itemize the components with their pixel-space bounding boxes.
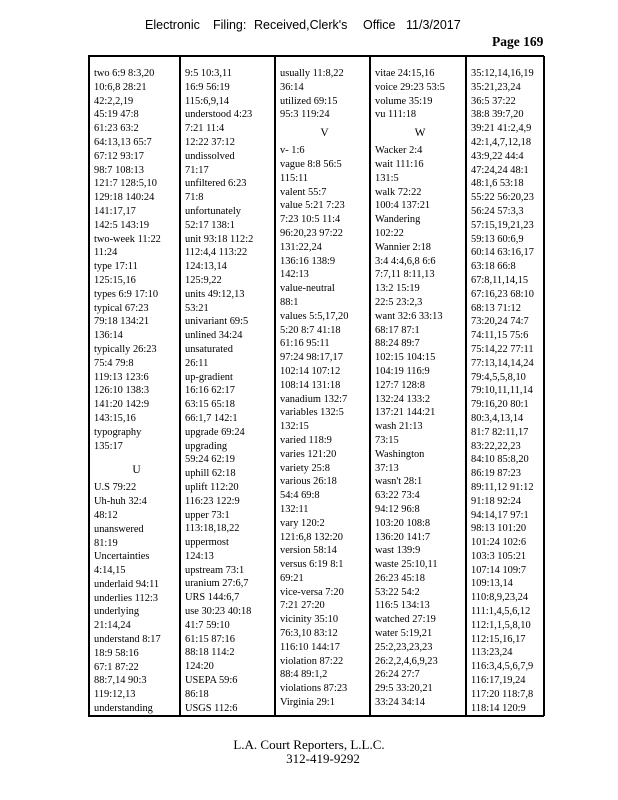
index-entry-line: 71:17 <box>185 164 209 176</box>
index-entry-line: USGS 112:6 <box>185 702 238 714</box>
index-entry-line: 7:23 10:5 11:4 <box>280 214 341 226</box>
index-entry-line: two 6:9 8:3,20 <box>94 68 155 79</box>
index-entry-line: 124:20 <box>185 661 214 673</box>
index-entry-line: vague 8:8 56:5 <box>280 158 342 170</box>
index-entry-line: 55:22 56:20,23 <box>471 192 534 204</box>
index-entry-line: 116:17,19,24 <box>471 675 526 687</box>
index-entry-line: 116:23 122:9 <box>185 495 240 507</box>
index-entry-line: upgrade 69:24 <box>185 426 245 438</box>
index-entry-line: 88:18 114:2 <box>185 647 235 659</box>
index-entry-line: upgrading <box>185 440 228 452</box>
index-entry-line: vitae 24:15,16 <box>375 68 435 79</box>
index-entry-line: 73:15 <box>375 434 399 446</box>
index-entry-line: 10:6,8 28:21 <box>94 81 147 93</box>
index-entry-line: 143:15,16 <box>94 412 136 424</box>
index-entry-line: 141:17,17 <box>94 205 136 217</box>
index-entry-line: 35:21,23,24 <box>471 81 521 93</box>
index-entry-line: versus 6:19 8:1 <box>280 559 344 571</box>
header-filing: Filing: <box>213 18 247 32</box>
index-entry-line: varies 121:20 <box>280 448 337 460</box>
index-entry-line: 25:2,23,23,23 <box>375 641 433 653</box>
index-entry-line: water 5:19,21 <box>375 628 433 640</box>
index-entry-line: 41:7 59:10 <box>185 619 230 631</box>
index-entry-line: 116:10 144:17 <box>280 641 340 653</box>
index-entry-line: uranium 27:6,7 <box>185 578 249 590</box>
index-entry-line: univariant 69:5 <box>185 316 249 328</box>
index-entry-line: variety 25:8 <box>280 462 330 474</box>
index-entry-line: 4:14,15 <box>94 565 126 577</box>
index-entry-line: 132:11 <box>280 503 309 515</box>
index-entry-line: 95:3 119:24 <box>280 109 330 121</box>
index-entry-line: 3:4 4:4,6,8 6:6 <box>375 255 436 267</box>
index-entry-line: unanswered <box>94 523 144 535</box>
index-entry-line: upper 73:1 <box>185 509 230 521</box>
index-entry-line: 12:22 37:12 <box>185 136 235 148</box>
index-entry-line: 48:1,6 53:18 <box>471 178 524 190</box>
index-entry-line: 7:21 27:20 <box>280 600 325 612</box>
index-entry-line: typical 67:23 <box>94 302 149 314</box>
header-date: 11/3/2017 <box>406 18 461 32</box>
index-entry-line: unlined 34:24 <box>185 330 243 342</box>
header-office: Office <box>363 18 396 32</box>
index-entry-line: 80:3,4,13,14 <box>471 412 524 424</box>
index-entry-line: 124:13,14 <box>185 261 227 273</box>
index-entry-line: 75:4 79:8 <box>94 357 134 369</box>
index-entry-line: 43:9,22 44:4 <box>471 150 524 162</box>
index-entry-line: 52:17 138:1 <box>185 219 235 231</box>
index-entry-line: 79:16,20 80:1 <box>471 399 529 411</box>
index-entry-line: 68:17 87:1 <box>375 324 420 336</box>
index-entry-line: 42:2,2,19 <box>94 95 134 107</box>
index-entry-line: 86:19 87:23 <box>471 468 521 480</box>
index-entry-line: URS 144:6,7 <box>185 592 240 604</box>
index-entry-line: 97:24 98:17,17 <box>280 352 343 364</box>
index-entry-line: uphill 62:18 <box>185 468 236 480</box>
index-entry-line: 26:23 45:18 <box>375 572 425 584</box>
header-electronic: Electronic <box>145 18 200 32</box>
index-entry-line: 132:24 133:2 <box>375 393 431 405</box>
index-entry-line: 33:24 34:14 <box>375 697 425 709</box>
index-entry-line: violation 87:22 <box>280 655 344 667</box>
index-entry-line: 7:7,11 8:11,13 <box>375 269 435 281</box>
index-entry-line: 112:15,16,17 <box>471 633 526 645</box>
index-entry-line: 126:10 138:3 <box>94 385 150 397</box>
index-entry-line: 79:18 134:21 <box>94 316 150 328</box>
index-entry-line: 79:4,5,5,8,10 <box>471 371 526 383</box>
index-entry-line: vanadium 132:7 <box>280 393 348 405</box>
index-entry-line: underlaid 94:11 <box>94 578 160 590</box>
index-entry-line: want 32:6 33:13 <box>375 310 443 322</box>
index-entry-line: v- 1:6 <box>280 145 305 157</box>
index-entry-line: 113:23,24 <box>471 647 513 659</box>
index-entry-line: Wacker 2:4 <box>375 145 423 157</box>
footer-company: L.A. Court Reporters, L.L.C. <box>233 737 385 752</box>
index-entry-line: 110:8,9,23,24 <box>471 592 529 604</box>
index-entry-line: upstream 73:1 <box>185 564 245 576</box>
index-entry-line: 26:11 <box>185 357 209 369</box>
index-entry-line: 121:7 128:5,10 <box>94 178 157 190</box>
index-entry-line: 88:4 89:1,2 <box>280 669 328 681</box>
index-entry-line: wash 21:13 <box>375 421 423 433</box>
index-entry-line: 141:20 142:9 <box>94 399 150 411</box>
index-entry-line: 77:13,14,14,24 <box>471 357 534 369</box>
index-column-2 <box>180 56 275 716</box>
index-entry-line: 109:13,14 <box>471 578 513 590</box>
index-entry-line: 103:20 108:8 <box>375 517 431 529</box>
index-entry-line: 137:21 144:21 <box>375 407 436 419</box>
index-entry-line: uplift 112:20 <box>185 481 239 493</box>
index-entry-line: up-gradient <box>185 371 233 383</box>
index-entry-line: value-neutral <box>280 283 335 295</box>
index-entry-line: 47:24,24 48:1 <box>471 164 529 176</box>
index-entry-line: understood 4:23 <box>185 109 253 121</box>
index-entry-line: 53:21 <box>185 302 209 314</box>
index-entry-line: 61:16 95:11 <box>280 338 330 350</box>
index-column-4 <box>370 56 466 716</box>
index-entry-line: type 17:11 <box>94 261 138 273</box>
index-entry-line: 135:17 <box>94 440 123 452</box>
index-entry-line: typography <box>94 426 142 438</box>
index-entry-line: variables 132:5 <box>280 407 344 419</box>
index-entry-line: 45:19 47:8 <box>94 109 139 121</box>
index-entry-line: two-week 11:22 <box>94 233 161 245</box>
index-entry-line: 35:12,14,16,19 <box>471 68 534 79</box>
index-entry-line: 22:5 23:2,3 <box>375 296 423 308</box>
index-entry-line: 115:11 <box>280 172 309 184</box>
index-entry-line: 136:14 <box>94 330 123 342</box>
index-entry-line: voice 29:23 53:5 <box>375 81 445 93</box>
index-entry-line: 39:21 41:2,4,9 <box>471 123 532 135</box>
index-entry-line: 81:7 82:11,17 <box>471 426 529 438</box>
index-entry-line: wast 139:9 <box>375 545 421 557</box>
index-entry-line: 116:3,4,5,6,7,9 <box>471 661 534 673</box>
index-entry-line: wait 111:16 <box>375 158 424 170</box>
index-entry-line: understanding <box>94 703 153 715</box>
index-entry-line: U.S 79:22 <box>94 482 137 494</box>
index-entry-line: 100:4 137:21 <box>375 200 431 212</box>
index-entry-line: 67:16,23 68:10 <box>471 288 534 300</box>
index-entry-line: 76:3,10 83:12 <box>280 628 338 640</box>
index-entry-line: 102:14 107:12 <box>280 365 341 377</box>
index-entry-line: 102:22 <box>375 227 404 239</box>
index-entry-line: 63:18 66:8 <box>471 261 516 273</box>
index-entry-line: 118:14 120:9 <box>471 702 526 714</box>
index-entry-line: 132:15 <box>280 421 309 433</box>
index-entry-line: 38:8 39:7,20 <box>471 109 524 121</box>
index-entry-line: wasn't 28:1 <box>375 476 423 488</box>
index-entry-line: 67:1 87:22 <box>94 661 139 673</box>
index-frame <box>88 55 544 717</box>
index-entry-line: 86:18 <box>185 688 209 700</box>
index-entry-line: unfortunately <box>185 205 241 217</box>
index-entry-line: 124:13 <box>185 550 214 562</box>
index-entry-line: 104:19 116:9 <box>375 365 430 377</box>
index-entry-line: 57:15,19,21,23 <box>471 219 534 231</box>
index-entry-line: 21:14,24 <box>94 620 131 632</box>
index-entry-line: 131:5 <box>375 172 399 184</box>
index-column-1 <box>89 56 180 716</box>
index-entry-line: value 5:21 7:23 <box>280 200 345 212</box>
index-entry-line: 18:9 58:16 <box>94 647 139 659</box>
index-entry-line: 59:13 60:6,9 <box>471 233 524 245</box>
index-entry-line: 111:1,4,5,6,12 <box>471 606 531 618</box>
index-entry-line: 125:9,22 <box>185 274 222 286</box>
index-entry-line: 115:6,9,14 <box>185 95 230 107</box>
index-entry-line: 26:2,2,4,6,9,23 <box>375 655 438 667</box>
index-entry-line: unfiltered 6:23 <box>185 178 247 190</box>
index-entry-line: 61:15 87:16 <box>185 633 235 645</box>
index-entry-line: 63:22 73:4 <box>375 490 420 502</box>
index-entry-line: 88:7,14 90:3 <box>94 675 147 687</box>
index-entry-line: watched 27:19 <box>375 614 436 626</box>
index-entry-line: underlying <box>94 606 140 618</box>
index-entry-line: 73:20,24 74:7 <box>471 316 529 328</box>
letter-heading: V <box>320 127 329 140</box>
footer-phone: 312-419-9292 <box>286 751 360 766</box>
index-entry-line: 53:22 54:2 <box>375 586 420 598</box>
index-entry-line: units 49:12,13 <box>185 288 245 300</box>
index-entry-line: 56:24 57:3,3 <box>471 205 524 217</box>
index-entry-line: 16:9 56:19 <box>185 81 230 93</box>
index-entry-line: Uncertainties <box>94 551 150 563</box>
index-column-3 <box>275 56 370 716</box>
index-entry-line: 37:13 <box>375 462 399 474</box>
index-entry-line: underlies 112:3 <box>94 592 158 604</box>
index-entry-line: 116:5 134:13 <box>375 600 430 612</box>
index-entry-line: understand 8:17 <box>94 634 161 646</box>
index-entry-line: 71:8 <box>185 192 204 204</box>
index-entry-line: walk 72:22 <box>375 186 422 198</box>
index-entry-line: 136:20 141:7 <box>375 531 431 543</box>
index-entry-line: Wannier 2:18 <box>375 241 432 253</box>
index-entry-line: 36:5 37:22 <box>471 95 516 107</box>
index-entry-line: 98:13 101:20 <box>471 523 527 535</box>
index-entry-line: 83:22,22,23 <box>471 440 521 452</box>
index-entry-line: 96:20,23 97:22 <box>280 227 343 239</box>
index-entry-line: 13:2 15:19 <box>375 283 420 295</box>
index-entry-line: violations 87:23 <box>280 683 348 695</box>
index-column-5 <box>466 56 545 716</box>
index-entry-line: 88:24 89:7 <box>375 338 420 350</box>
index-entry-line: 68:13 71:12 <box>471 302 521 314</box>
index-entry-line: 26:24 27:7 <box>375 669 420 681</box>
index-entry-line: Virginia 29:1 <box>280 697 335 709</box>
index-entry-line: use 30:23 40:18 <box>185 606 252 618</box>
index-entry-line: 119:13 123:6 <box>94 371 149 383</box>
index-entry-line: 60:14 63:16,17 <box>471 247 534 259</box>
index-entry-line: valent 55:7 <box>280 186 327 198</box>
index-entry-line: 91:18 92:24 <box>471 495 521 507</box>
index-entry-line: utilized 69:15 <box>280 95 338 107</box>
index-entry-line: unit 93:18 112:2 <box>185 233 254 245</box>
index-entry-line: 113:18,18,22 <box>185 523 240 535</box>
index-entry-line: 5:20 8:7 41:18 <box>280 324 341 336</box>
index-entry-line: vu 111:18 <box>375 109 417 121</box>
index-entry-line: 81:19 <box>94 537 118 549</box>
index-entry-line: 142:5 143:19 <box>94 219 150 231</box>
index-entry-line: 74:11,15 75:6 <box>471 330 529 342</box>
page-number: Page 169 <box>492 34 544 49</box>
index-entry-line: 29:5 33:20,21 <box>375 683 433 695</box>
index-entry-line: 54:4 69:8 <box>280 490 320 502</box>
index-entry-line: usually 11:8,22 <box>280 68 344 79</box>
letter-heading: U <box>132 464 141 477</box>
index-entry-line: various 26:18 <box>280 476 337 488</box>
index-entry-line: 48:12 <box>94 509 118 521</box>
index-entry-line: Washington <box>375 448 425 460</box>
index-entry-line: 107:14 109:7 <box>471 564 527 576</box>
index-entry-line: 42:1,4,7,12,18 <box>471 136 532 148</box>
index-entry-line: 88:1 <box>280 296 299 308</box>
index-entry-line: Wandering <box>375 214 421 226</box>
index-entry-line: types 6:9 17:10 <box>94 288 159 300</box>
index-entry-line: 64:13,13 65:7 <box>94 136 152 148</box>
index-entry-line: 101:24 102:6 <box>471 537 527 549</box>
index-entry-line: 98:7 108:13 <box>94 164 144 176</box>
index-entry-line: typically 26:23 <box>94 343 157 355</box>
index-entry-line: values 5:5,17,20 <box>280 310 349 322</box>
index-entry-line: varied 118:9 <box>280 434 332 446</box>
letter-heading: W <box>414 127 426 140</box>
index-entry-line: 112:1,1,5,8,10 <box>471 619 531 631</box>
index-entry-line: 11:24 <box>94 247 118 259</box>
index-entry-line: 136:16 138:9 <box>280 255 336 267</box>
index-entry-line: 103:3 105:21 <box>471 550 527 562</box>
index-entry-line: 108:14 131:18 <box>280 379 341 391</box>
index-entry-line: 16:16 62:17 <box>185 385 235 397</box>
index-entry-line: 142:13 <box>280 269 309 281</box>
index-entry-line: vice-versa 7:20 <box>280 586 344 598</box>
index-entry-line: version 58:14 <box>280 545 337 557</box>
index-entry-line: 121:6,8 132:20 <box>280 531 343 543</box>
index-entry-line: 63:15 65:18 <box>185 399 235 411</box>
index-entry-line: 59:24 62:19 <box>185 454 235 466</box>
index-entry-line: waste 25:10,11 <box>375 559 438 571</box>
index-entry-line: 129:18 140:24 <box>94 192 155 204</box>
index-entry-line: 66:1,7 142:1 <box>185 412 238 424</box>
index-entry-line: 94:14,17 97:1 <box>471 509 529 521</box>
index-entry-line: 7:21 11:4 <box>185 123 225 135</box>
index-entry-line: 117:20 118:7,8 <box>471 688 534 700</box>
index-entry-line: 112:4,4 113:22 <box>185 247 248 259</box>
index-entry-line: vicinity 35:10 <box>280 614 339 626</box>
index-entry-line: vary 120:2 <box>280 517 325 529</box>
index-entry-line: 79:10,11,11,14 <box>471 385 533 397</box>
index-entry-line: 94:12 96:8 <box>375 503 420 515</box>
index-entry-line: 75:14,22 77:11 <box>471 343 534 355</box>
index-entry-line: 67:8,11,14,15 <box>471 274 529 286</box>
index-entry-line: 119:12,13 <box>94 689 136 701</box>
index-entry-line: 127:7 128:8 <box>375 379 425 391</box>
index-entry-line: 69:21 <box>280 572 304 584</box>
index-entry-line: undissolved <box>185 150 235 162</box>
index-entry-line: 36:14 <box>280 81 304 93</box>
index-entry-line: 102:15 104:15 <box>375 352 436 364</box>
index-entry-line: 9:5 10:3,11 <box>185 68 232 79</box>
index-entry-line: unsaturated <box>185 343 233 355</box>
index-entry-line: volume 35:19 <box>375 95 433 107</box>
index-entry-line: Uh-huh 32:4 <box>94 496 147 508</box>
index-entry-line: USEPA 59:6 <box>185 675 238 687</box>
index-entry-line: 125:15,16 <box>94 274 136 286</box>
index-entry-line: 67:12 93:17 <box>94 150 144 162</box>
index-entry-line: 84:10 85:8,20 <box>471 454 529 466</box>
index-entry-line: uppermost <box>185 537 229 549</box>
index-entry-line: 89:11,12 91:12 <box>471 481 534 493</box>
index-entry-line: 131:22,24 <box>280 241 322 253</box>
index-entry-line: 61:23 63:2 <box>94 123 139 135</box>
header-received: Received,Clerk's <box>254 18 348 32</box>
